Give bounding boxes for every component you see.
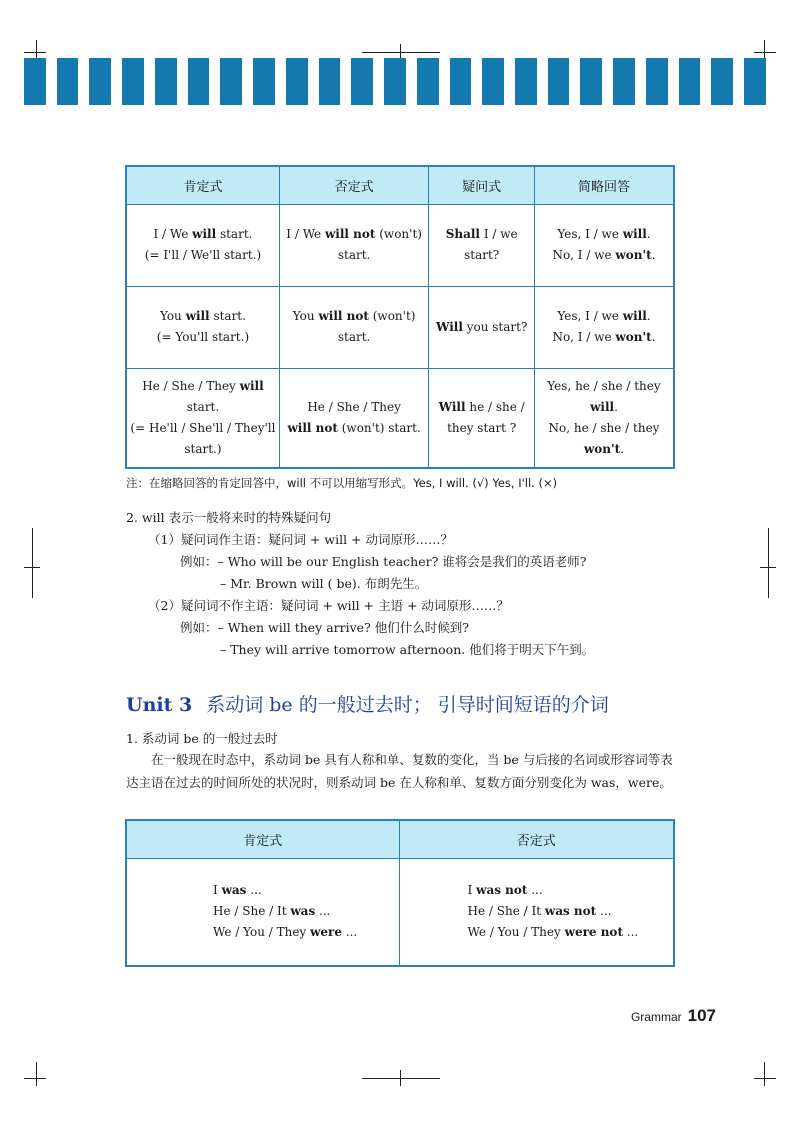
affirmative-cell: I / We will start. (= I'll / We'll start.) bbox=[126, 204, 279, 286]
header-negative: 否定式 bbox=[399, 820, 674, 858]
header-negative: 否定式 bbox=[279, 166, 428, 204]
question-cell: Will you start? bbox=[429, 286, 535, 368]
table-row bbox=[126, 204, 674, 286]
negative-cell: I / We will not (won't) start. bbox=[279, 204, 428, 286]
example-line: 例如：– Who will be our English teacher? 谁将会是我们的英语老师? bbox=[180, 554, 587, 569]
rule-non-subject: （2）疑问词不作主语：疑问词 + will + 主语 + 动词原形……？ bbox=[148, 598, 509, 613]
example-line: – Mr. Brown will ( be). 布朗先生。 bbox=[220, 576, 428, 591]
negative-cell: I was not ... He / She / It was not ... We / You / They were not ... bbox=[399, 858, 674, 966]
question-cell: Will he / she / they start ? bbox=[429, 368, 535, 468]
unit-title: 系动词 be 的一般过去时； 引导时间短语的介词 bbox=[206, 694, 609, 716]
example-line: – They will arrive tomorrow afternoon. 他们将于明天下午到。 bbox=[220, 642, 595, 657]
header-short-answer: 简略回答 bbox=[534, 166, 674, 204]
negative-cell: You will not (won't) start. bbox=[279, 286, 428, 368]
header-affirmative: 肯定式 bbox=[126, 820, 399, 858]
footer-section-label: Grammar bbox=[630, 1010, 682, 1024]
example-line: 例如：– When will they arrive? 他们什么时候到? bbox=[180, 620, 469, 635]
affirmative-cell: He / She / They will start. (= He'll / She'll / They'll start.) bbox=[126, 368, 279, 468]
subsection-heading: 1. 系动词 be 的一般过去时 bbox=[126, 731, 278, 746]
negative-cell: He / She / They will not (won't) start. bbox=[279, 368, 428, 468]
header-stripe-band bbox=[24, 58, 766, 105]
table-row bbox=[126, 858, 674, 966]
unit-heading bbox=[126, 690, 609, 717]
affirmative-cell: I was ... He / She / It was ... We / You / They were ... bbox=[126, 858, 399, 966]
table-row bbox=[126, 286, 674, 368]
page-number: 107 bbox=[687, 1006, 716, 1025]
short-answer-cell: Yes, he / she / they will. No, he / she / they won't. bbox=[534, 368, 674, 468]
page-footer bbox=[631, 1006, 716, 1026]
short-answer-cell: Yes, I / we will. No, I / we won't. bbox=[534, 286, 674, 368]
header-question: 疑问式 bbox=[429, 166, 535, 204]
question-cell: Shall I / we start? bbox=[429, 204, 535, 286]
explanation-paragraph: 在一般现在时态中，系动词 be 具有人称和单、复数的变化，当 be 与后接的名词或形容词等表达主语在过去的时间所处的状况时，则系动词 be 在人称和单、复数方面分别变化为 was，were。 bbox=[126, 752, 673, 790]
rule-subject: （1）疑问词作主语：疑问词 + will + 动词原形……？ bbox=[148, 532, 453, 547]
be-past-table bbox=[125, 819, 675, 967]
table-note: 注：在缩略回答的肯定回答中，will 不可以用缩写形式。Yes, I will. (√) Yes, I'll. (×) bbox=[126, 476, 558, 490]
short-answer-cell: Yes, I / we will. No, I / we won't. bbox=[534, 204, 674, 286]
affirmative-cell: You will start. (= You'll start.) bbox=[126, 286, 279, 368]
section-heading: 2. will 表示一般将来时的特殊疑问句 bbox=[126, 510, 332, 525]
will-forms-table bbox=[125, 165, 675, 469]
table-row bbox=[126, 368, 674, 468]
unit-label: Unit 3 bbox=[126, 694, 193, 716]
header-affirmative: 肯定式 bbox=[126, 166, 279, 204]
